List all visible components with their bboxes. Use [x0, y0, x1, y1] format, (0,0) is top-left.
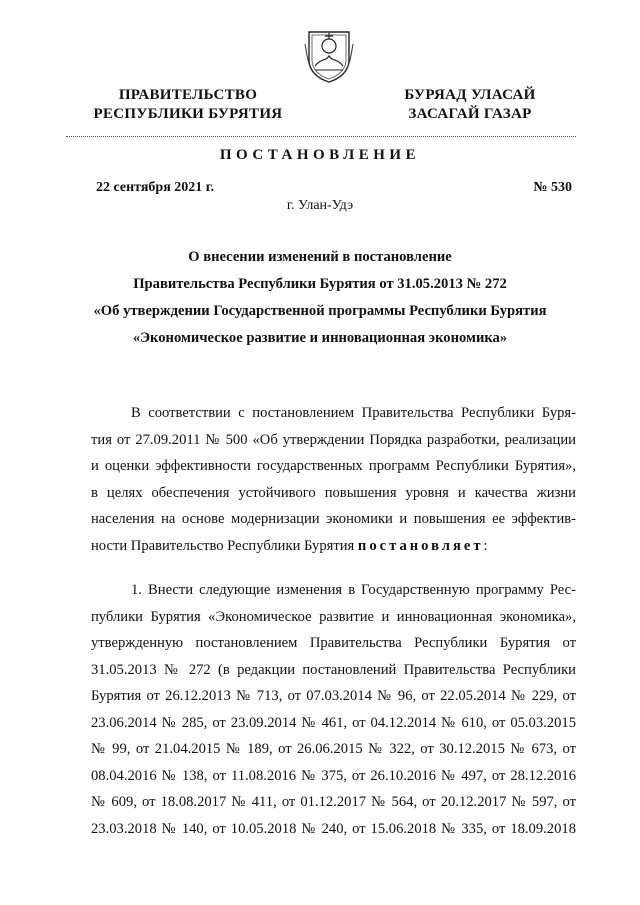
paragraph-line: 23.03.2018 № 140, от 10.05.2018 № 240, от 15.06.2018 № 335, от 18.09.2018 — [91, 820, 576, 837]
government-name-bua — [385, 86, 555, 124]
paragraph-line: 08.04.2016 № 138, от 11.08.2016 № 375, от 26.10.2016 № 497, от 28.12.2016 — [91, 767, 576, 784]
document-subject — [70, 244, 570, 352]
preamble-paragraph — [91, 400, 576, 559]
document-city: г. Улан-Удэ — [286, 198, 354, 213]
header-right-line2: ЗАСАГАЙ ГАЗАР — [408, 106, 532, 122]
item-1-paragraph — [91, 577, 576, 842]
subject-line: «Экономическое развитие и инновационная экономика» — [132, 330, 508, 346]
resolves-word: постановляет — [357, 537, 484, 554]
subject-line: Правительства Республики Бурятия от 31.05.2013 № 272 — [133, 276, 507, 292]
document-type-title: ПОСТАНОВЛЕНИЕ — [219, 147, 421, 163]
paragraph-line: 31.05.2013 № 272 (в редакции постановлений Правительства Республики — [91, 661, 576, 678]
header-right-line1: БУРЯАД УЛАСАЙ — [404, 87, 536, 103]
document-number: № 530 — [533, 180, 572, 195]
subject-line: «Об утверждении Государственной программы Республики Бурятия — [93, 303, 547, 319]
header-left-line1: ПРАВИТЕЛЬСТВО — [118, 87, 258, 103]
header-divider — [66, 136, 576, 137]
colon: : — [483, 537, 488, 554]
coat-of-arms-icon — [301, 22, 357, 84]
header-left-line2: РЕСПУБЛИКИ БУРЯТИЯ — [93, 106, 283, 122]
document-date: 22 сентября 2021 г. — [96, 180, 215, 195]
paragraph-line: № 609, от 18.08.2017 № 411, от 01.12.2017 № 564, от 20.12.2017 № 597, от — [91, 794, 576, 810]
paragraph-line: тия от 27.09.2011 № 500 «Об утверждении Порядка разработки, реализации — [91, 431, 576, 448]
paragraph-line: 23.06.2014 № 285, от 23.09.2014 № 461, от 04.12.2014 № 610, от 05.03.2015 — [91, 714, 576, 731]
paragraph-line: № 99, от 21.04.2015 № 189, от 26.06.2015 № 322, от 30.12.2015 № 673, от — [91, 741, 576, 757]
paragraph-line: утвержденную постановлением Правительства Республики Бурятия от — [91, 635, 576, 651]
subject-line: О внесении изменений в постановление — [188, 249, 452, 265]
paragraph-line — [91, 533, 576, 560]
government-name-ru — [88, 86, 288, 124]
paragraph-line: и оценки эффективности государственных программ Республики Бурятия», — [91, 458, 576, 474]
paragraph-line: 1. Внести следующие изменения в Государственную программу Рес- — [131, 582, 576, 598]
paragraph-line: в целях обеспечения устойчивого повышения уровня и качества жизни — [91, 484, 576, 501]
paragraph-line: В соответствии с постановлением Правительства Республики Буря- — [131, 405, 576, 421]
paragraph-line: населения на основе модернизации экономики и повышения ее эффектив- — [91, 511, 576, 527]
paragraph-line: Бурятия от 26.12.2013 № 713, от 07.03.2014 № 96, от 22.05.2014 № 229, от — [91, 688, 576, 704]
resolution-text: ности Правительство Республики Бурятия — [91, 537, 358, 554]
paragraph-line: публики Бурятия «Экономическое развитие и инновационная экономика», — [91, 608, 576, 625]
